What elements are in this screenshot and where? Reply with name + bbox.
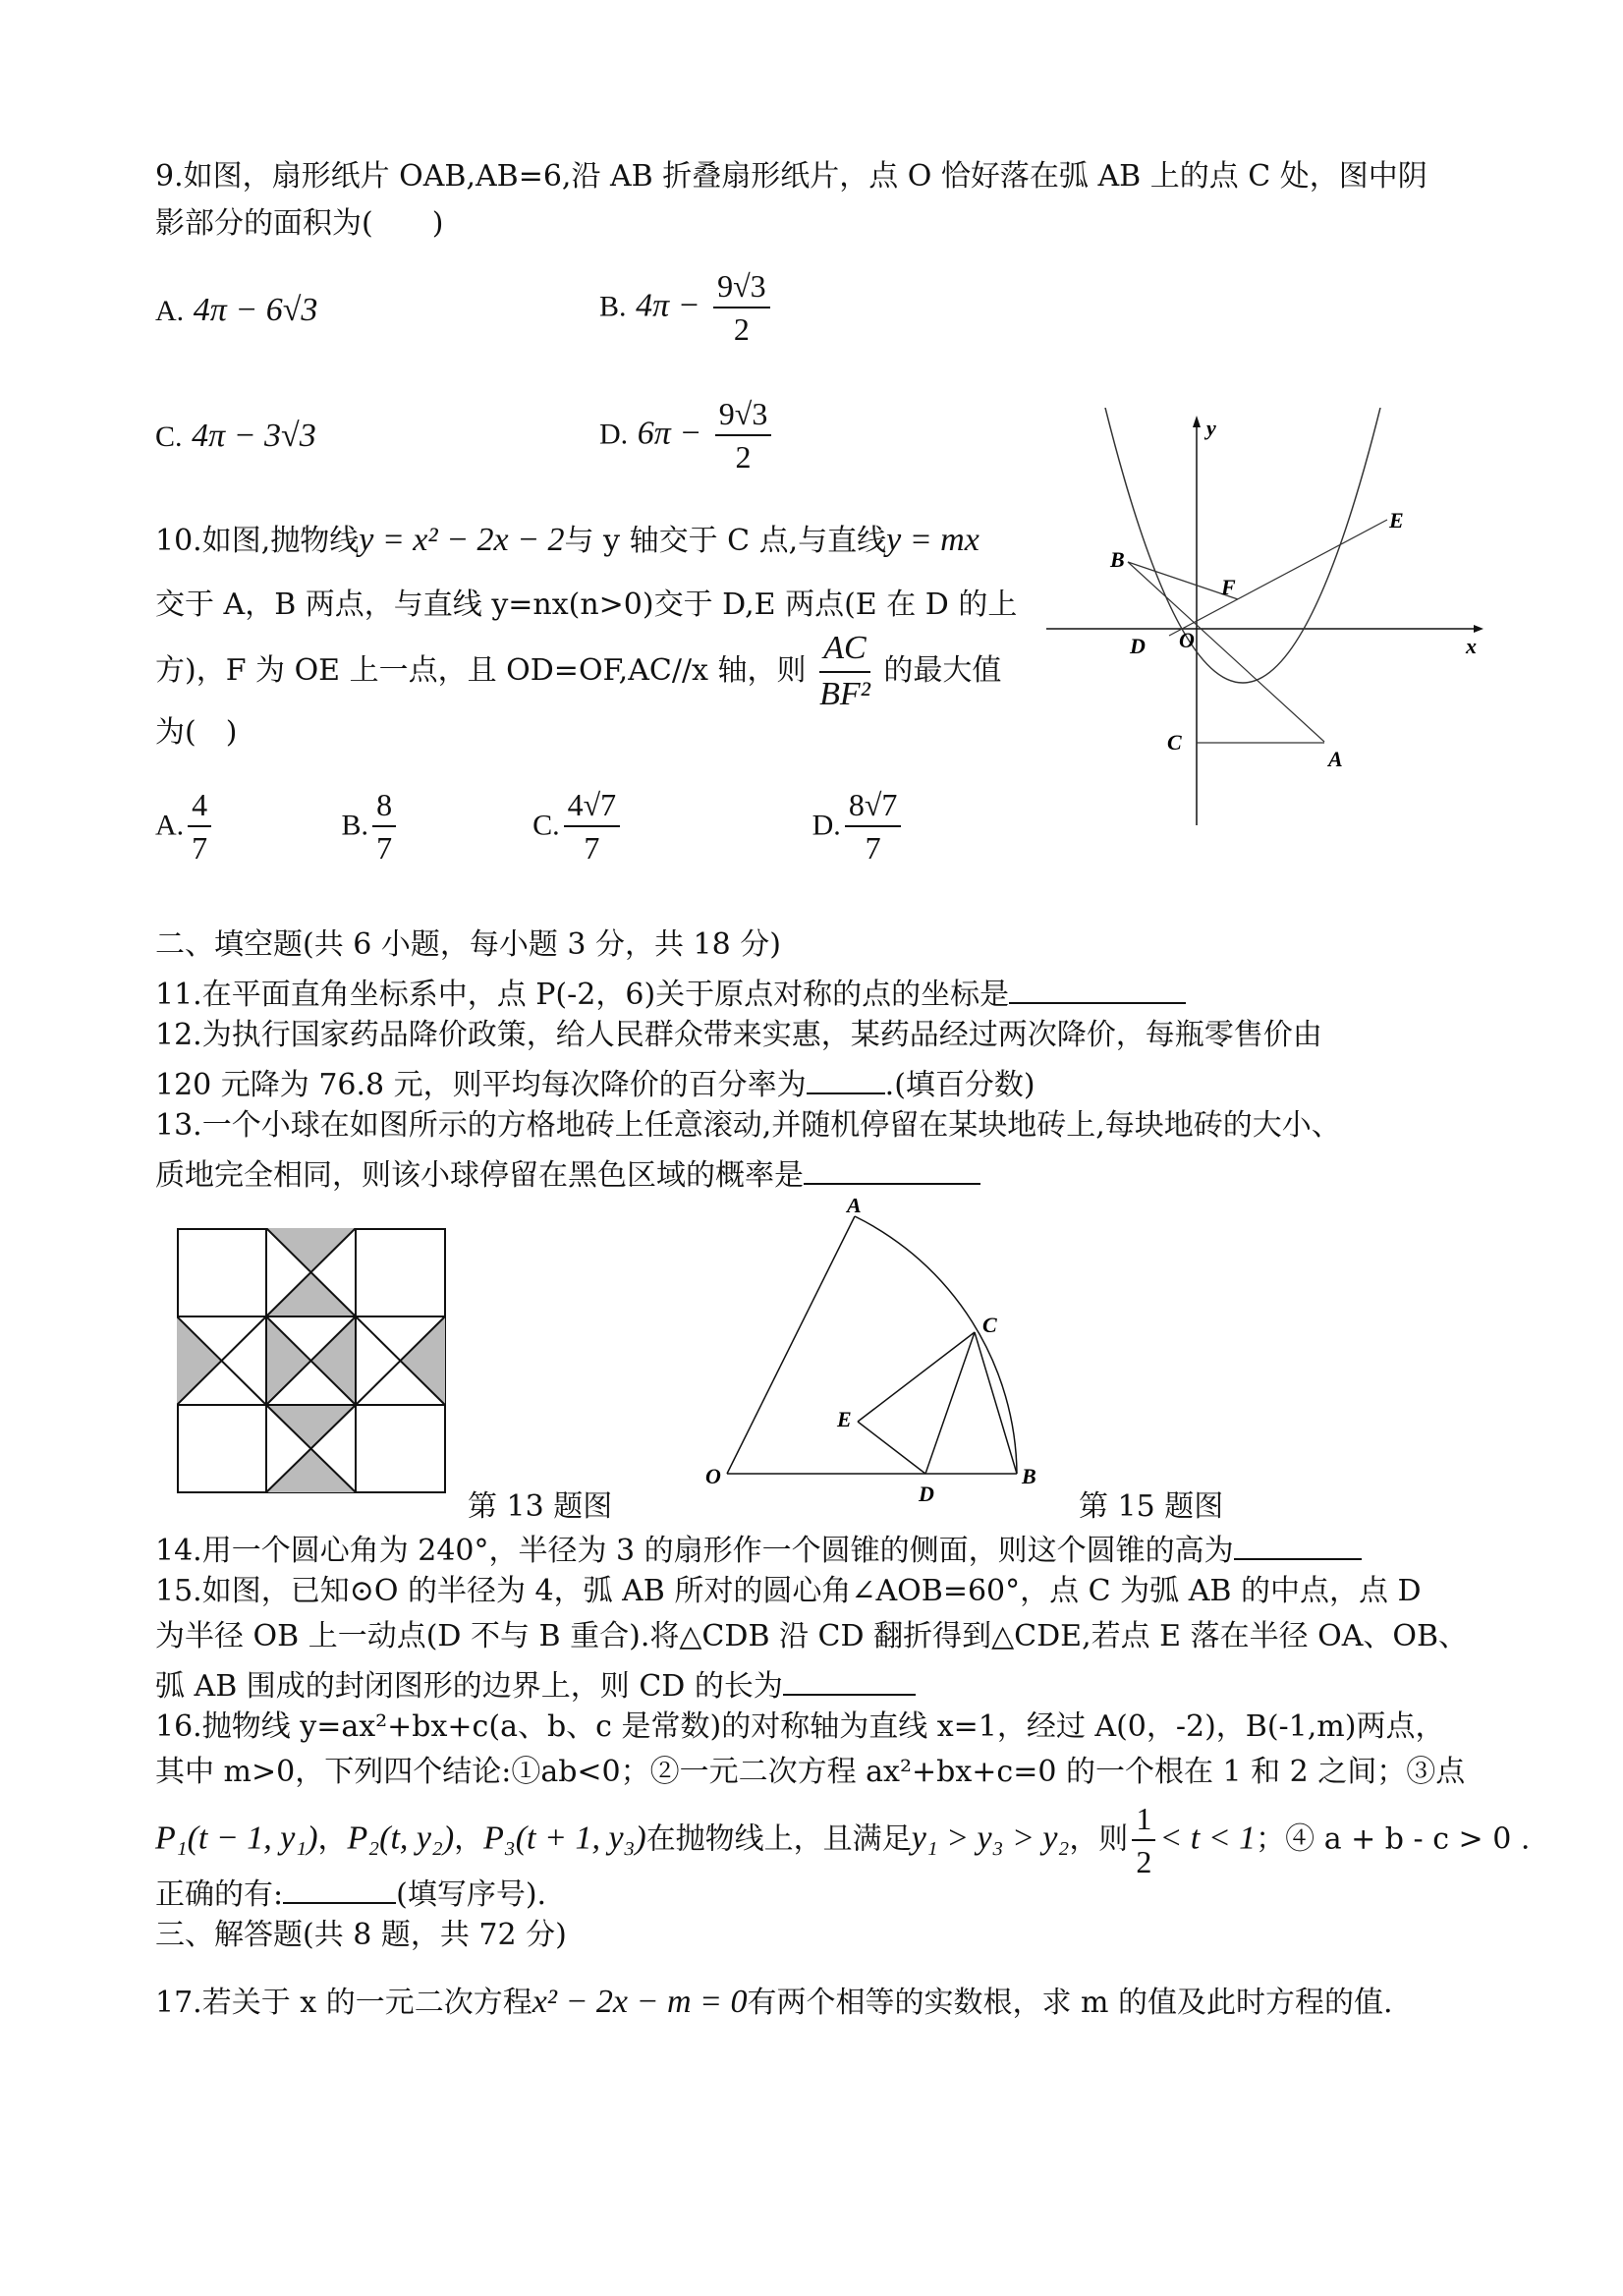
q9-option-b: B. 4π − $\frac{9√3}{2}$ (599, 267, 774, 349)
q16-fraction: $\frac{1}{2}$ (1132, 1800, 1155, 1881)
q16-line1: 16.抛物线 y=ax²+bx+c(a、b、c 是常数)的对称轴为直线 x=1，经过 A(0，-2)，B(-1,m)两点， (155, 1709, 1445, 1744)
fig13-caption: 第 13 题图 (468, 1489, 613, 1524)
q15-line3: 弧 AB 围成的封闭图形的边界上，则 CD 的长为 (155, 1664, 916, 1705)
label-E: E (1389, 508, 1404, 532)
q9-option-c: C. 4π − 3√3 (155, 418, 316, 454)
q10-option-b: B. $\frac{8}{7}$ (342, 786, 524, 868)
q9-option-d-fraction: $\frac{9√3}{2}$ (715, 395, 772, 476)
section-3-heading: 三、解答题(共 8 题，共 72 分) (155, 1918, 567, 1952)
q16-line3: P₁(t − 1, y₁)，P₂(t, y₂)，P₃(t + 1, y₃)在抛物线上，且满足y₁ > y₃ > y₂，则 $\frac{1}{2}$ < t < 1；④ a + b - c > 0 . (155, 1801, 1531, 1880)
q16-line4: 正确的有: (填写序号). (155, 1873, 546, 1913)
label-D: D (919, 1482, 934, 1506)
q15-line2: 为半径 OB 上一动点(D 不与 B 重合).将△CDB 沿 CD 翻折得到△CDE,若点 E 落在半径 OA、OB、 (155, 1619, 1469, 1653)
label-A: A (847, 1199, 862, 1217)
q10-line1: 10.如图,抛物线y = x² − 2x − 2与 y 轴交于 C 点,与直线y = mx (155, 522, 979, 558)
q10-options (155, 786, 905, 868)
q12-line1: 12.为执行国家药品降价政策，给人民群众带来实惠，某药品经过两次降价，每瓶零售价由 (155, 1018, 1322, 1052)
q10-fraction: $\frac{AC}{\text{BF²}}$ (819, 630, 870, 712)
q15-line1: 15.如图，已知⊙O 的半径为 4，弧 AB 所对的圆心角∠AOB=60°，点 C 为弧 AB 的中点，点 D (155, 1574, 1422, 1608)
label-B: B (1110, 547, 1125, 572)
radius-OA (727, 1216, 855, 1474)
label-x: x (1466, 634, 1477, 658)
q17: 17.若关于 x 的一元二次方程x² − 2x − m = 0有两个相等的实数根，求 m 的值及此时方程的值. (155, 1984, 1393, 2020)
arc-AB (855, 1216, 1017, 1474)
q12-line2: 120 元降为 76.8 元，则平均每次降价的百分率为 .(填百分数) (155, 1063, 1035, 1103)
q9-line2: 影部分的面积为( ) (155, 206, 444, 241)
label-C: C (1167, 730, 1182, 755)
label-O: O (705, 1464, 721, 1488)
q9-option-d: D. 6π − $\frac{9√3}{2}$ (599, 395, 775, 476)
q16-line2: 其中 m>0，下列四个结论:①ab<0；②一元二次方程 ax²+bx+c=0 的一个根在 1 和 2 之间；③点 (155, 1755, 1466, 1789)
q10-option-a: A. $\frac{4}{7}$ (155, 786, 332, 868)
q9-option-b-fraction: $\frac{9√3}{2}$ (713, 267, 770, 349)
q10-parabola-figure (1041, 408, 1493, 830)
fig15-sector-figure (698, 1199, 1051, 1513)
segment-ED (858, 1422, 925, 1474)
section-2-heading: 二、填空题(共 6 小题，每小题 3 分，共 18 分) (155, 927, 781, 962)
q14: 14.用一个圆心角为 240°，半径为 3 的扇形作一个圆锥的侧面，则这个圆锥的高为 (155, 1529, 1362, 1569)
segment-CB (975, 1332, 1017, 1474)
y-axis-arrow (1193, 416, 1201, 427)
q10-option-c: C. $\frac{4√7}{7}$ (532, 786, 803, 868)
q10-option-d: D. $\frac{8√7}{7}$ (812, 786, 906, 868)
label-A: A (1328, 747, 1343, 771)
label-B: B (1022, 1464, 1036, 1488)
label-O: O (1179, 628, 1195, 652)
label-D: D (1130, 634, 1146, 658)
q11: 11.在平面直角坐标系中，点 P(-2，6)关于原点对称的点的坐标是 (155, 973, 1186, 1013)
segment-CD (925, 1332, 975, 1474)
q10-line4: 为( ) (155, 715, 238, 750)
q13-line1: 13.一个小球在如图所示的方格地砖上任意滚动,并随机停留在某块地砖上,每块地砖的大小、 (155, 1108, 1341, 1143)
q13-line2: 质地完全相同，则该小球停留在黑色区域的概率是 (155, 1153, 980, 1194)
q10-line2: 交于 A，B 两点，与直线 y=nx(n>0)交于 D,E 两点(E 在 D 的上 (155, 588, 1018, 622)
q9-line1: 9.如图，扇形纸片 OAB,AB=6,沿 AB 折叠扇形纸片，点 O 恰好落在弧 AB 上的点 C 处，图中阴 (155, 159, 1427, 194)
fig15-caption: 第 15 题图 (1079, 1489, 1224, 1524)
q9-option-a: A. 4π − 6√3 (155, 292, 318, 328)
fig13-tile-grid (177, 1228, 447, 1493)
line-DE (1169, 520, 1387, 636)
q10-line3: 方)，F 为 OE 上一点，且 OD=OF,AC//x 轴，则 $\frac{AC}{\text{BF²}}$ 的最大值 (155, 629, 1001, 715)
label-F: F (1221, 575, 1236, 599)
segment-CE (858, 1332, 975, 1422)
label-E: E (837, 1407, 852, 1431)
x-axis-arrow (1474, 625, 1483, 633)
label-C: C (982, 1313, 997, 1337)
label-y: y (1206, 416, 1216, 440)
